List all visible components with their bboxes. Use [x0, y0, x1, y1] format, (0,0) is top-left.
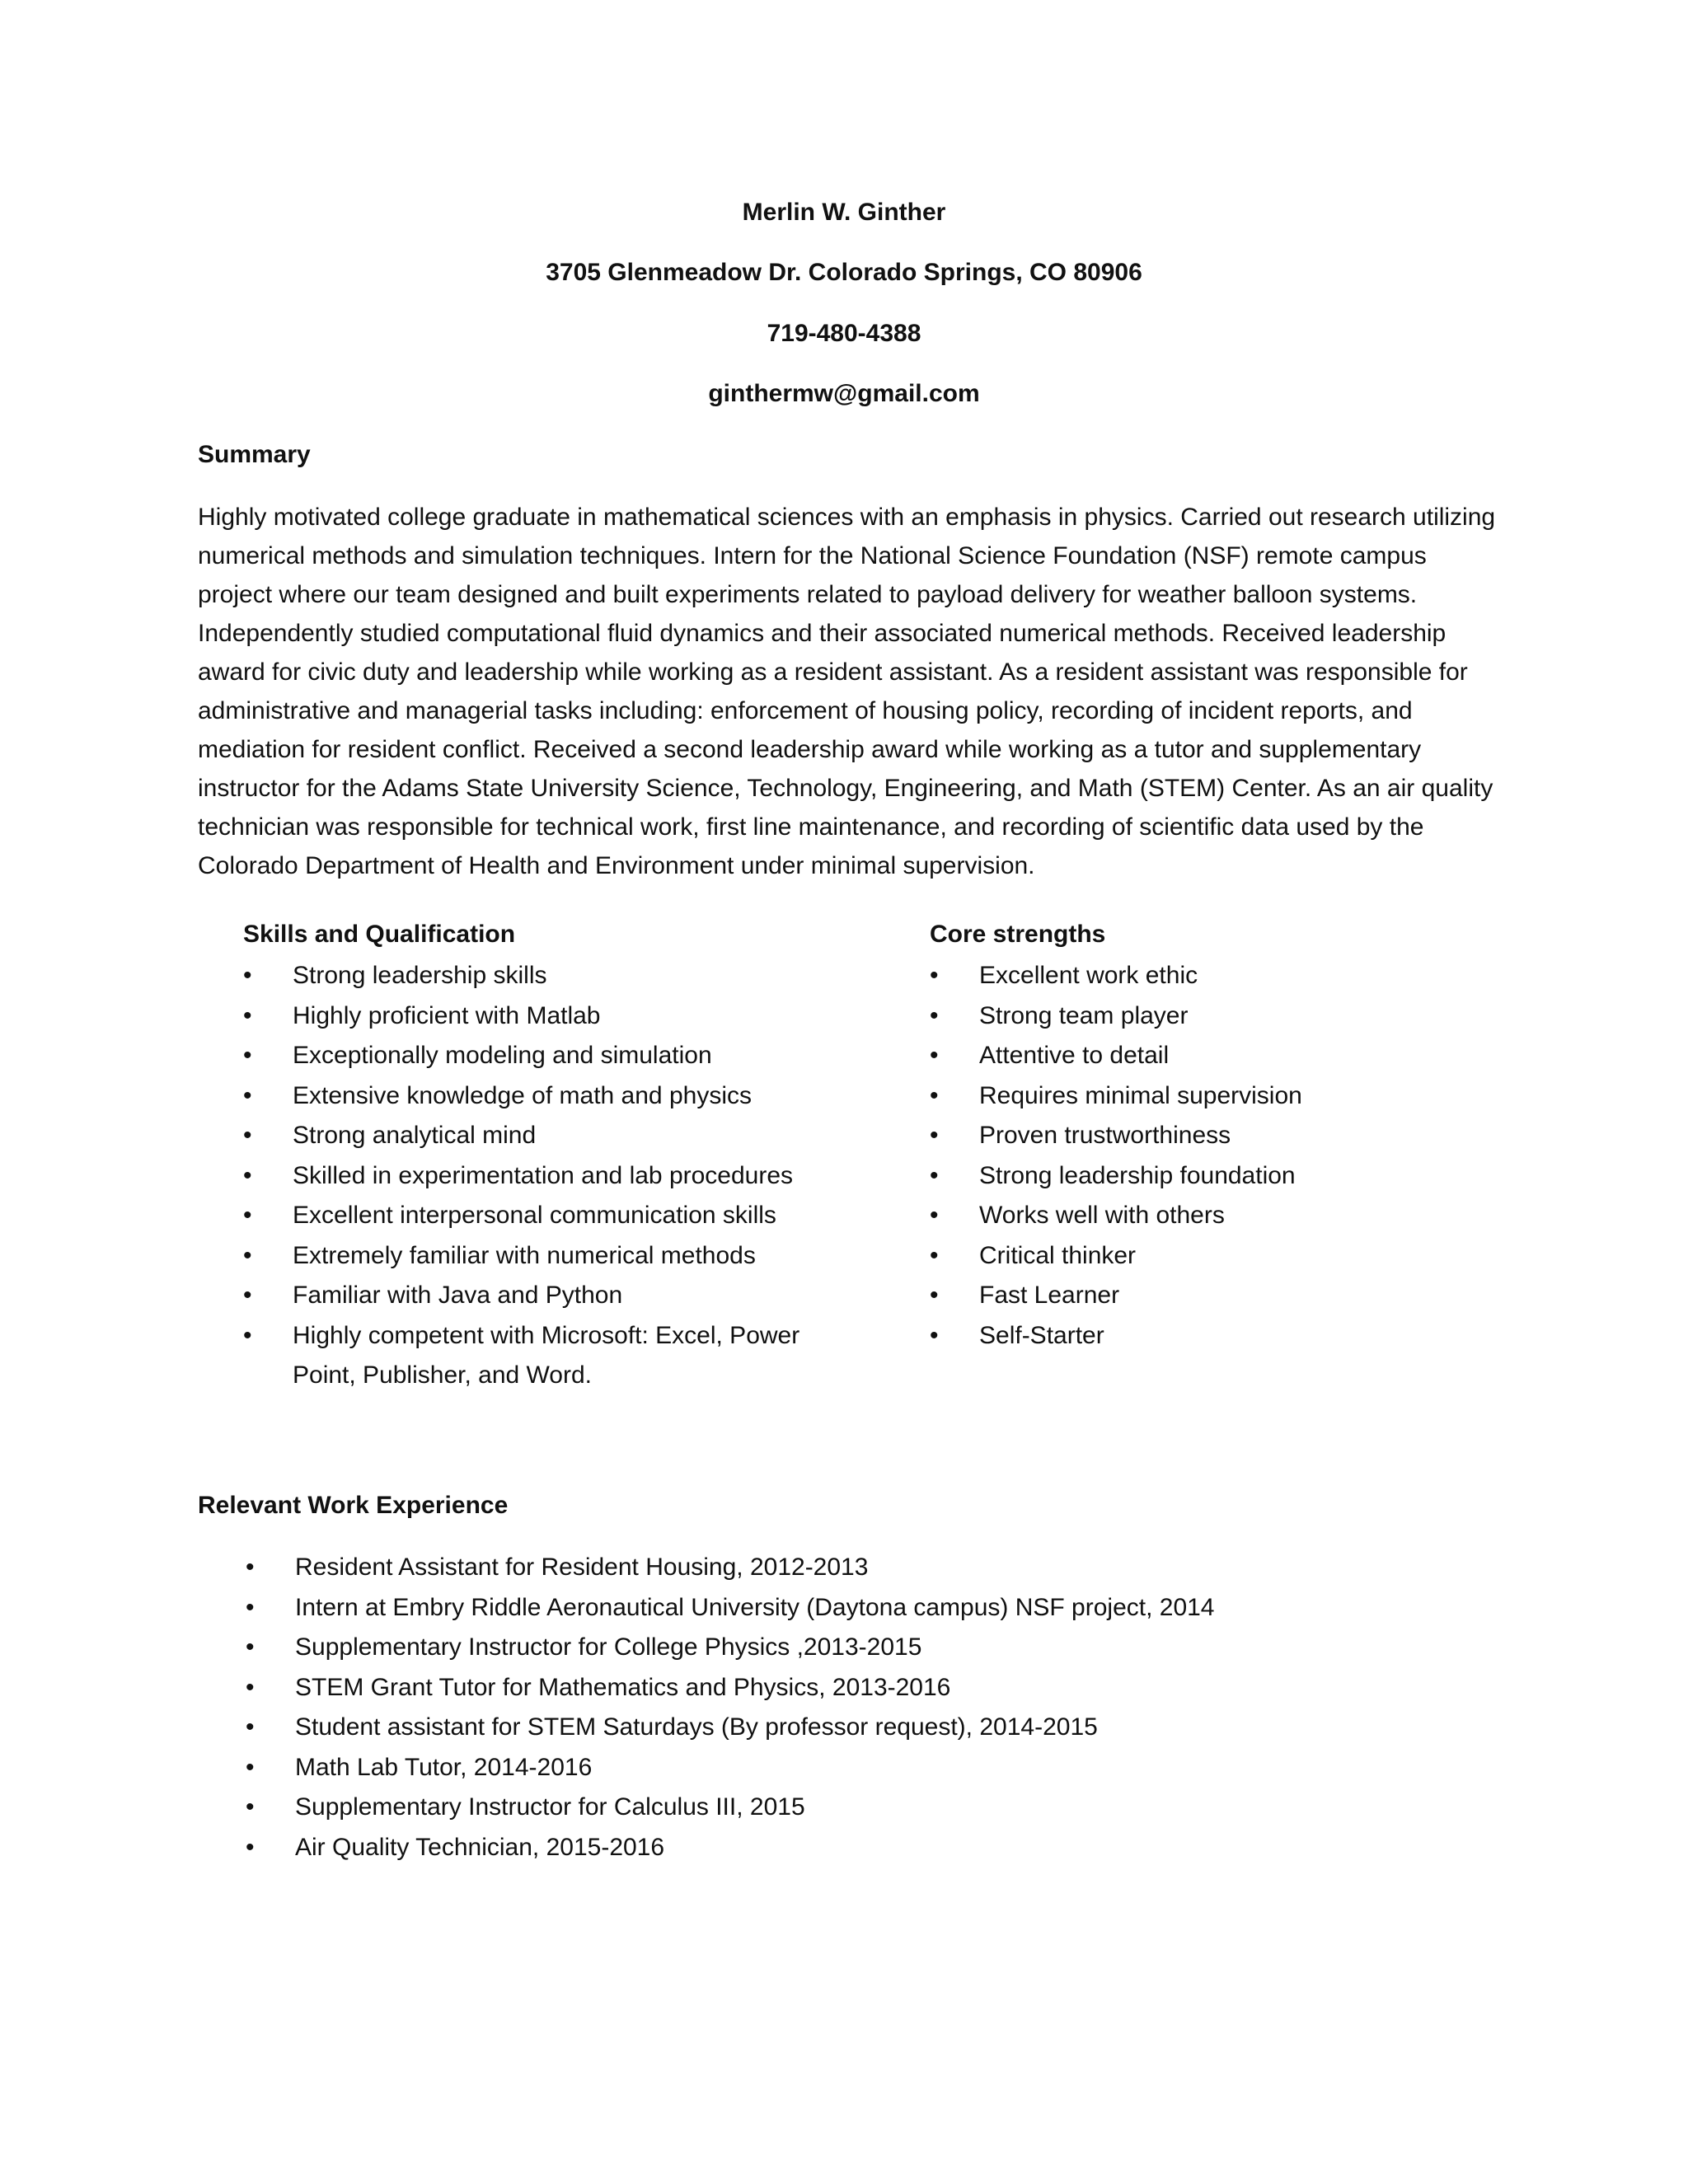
experience-list-item: • Student assistant for STEM Saturdays (By professor request), 2014-2015 — [246, 1708, 1564, 1748]
phone-number: 719-480-4388 — [767, 320, 921, 347]
experience-list-item: • STEM Grant Tutor for Mathematics and Physics, 2013-2016 — [246, 1668, 1564, 1708]
experience-list-item: • Supplementary Instructor for Calculus III, 2015 — [246, 1788, 1564, 1828]
skills-list-item: • Strong leadership skills — [243, 956, 870, 996]
experience-heading: Relevant Work Experience — [198, 1492, 509, 1519]
skills-list-item: • Extensive knowledge of math and physics — [243, 1076, 870, 1117]
strengths-list-item: • Excellent work ethic — [930, 956, 1507, 996]
experience-list — [246, 1548, 1564, 1868]
email-address: ginthermw@gmail.com — [708, 380, 980, 407]
strengths-list-item: • Self-Starter — [930, 1316, 1507, 1357]
skills-list-item: • Exceptionally modeling and simulation — [243, 1036, 870, 1076]
strengths-heading: Core strengths — [930, 921, 1106, 948]
skills-list-item: • Familiar with Java and Python — [243, 1276, 870, 1316]
skills-list-item: • Strong analytical mind — [243, 1116, 870, 1156]
skills-list-item: • Skilled in experimentation and lab procedures — [243, 1156, 870, 1197]
skills-list-item: • Highly proficient with Matlab — [243, 996, 870, 1037]
experience-list-item: • Intern at Embry Riddle Aeronautical University (Daytona campus) NSF project, 2014 — [246, 1588, 1564, 1629]
candidate-name: Merlin W. Ginther — [742, 199, 946, 226]
strengths-list-item: • Requires minimal supervision — [930, 1076, 1507, 1117]
skills-list — [243, 956, 870, 1396]
strengths-list-item: • Attentive to detail — [930, 1036, 1507, 1076]
strengths-list-item: • Strong team player — [930, 996, 1507, 1037]
strengths-list-item: • Proven trustworthiness — [930, 1116, 1507, 1156]
skills-list-item: • Highly competent with Microsoft: Excel, Power Point, Publisher, and Word. — [243, 1316, 870, 1396]
experience-list-item: • Air Quality Technician, 2015-2016 — [246, 1828, 1564, 1868]
skills-list-item: • Extremely familiar with numerical methods — [243, 1236, 870, 1277]
strengths-list-item: • Works well with others — [930, 1196, 1507, 1236]
experience-list-item: • Supplementary Instructor for College Physics ,2013-2015 — [246, 1628, 1564, 1668]
summary-text: Highly motivated college graduate in mathematical sciences with an emphasis in physics. Carried out research utilizing numerical methods and simulation techniques. Intern for the National Science Foundation (NSF) remote campus project where our team designed and built experiments related to payload delivery for weather balloon systems. Independently studied computational fluid dynamics and their associated numerical methods. Received leadership award for civic duty and leadership while working as a resident assistant. As a resident assistant was responsible for administrative and managerial tasks including: enforcement of housing policy, recording of incident reports, and mediation for resident conflict. Received a second leadership award while working as a tutor and supplementary instructor for the Adams State University Science, Technology, Engineering, and Math (STEM) Center. As an air quality technician was responsible for technical work, first line maintenance, and recording of scientific data used by the Colorado Department of Health and Environment under minimal supervision. — [198, 504, 1496, 879]
experience-list-item: • Math Lab Tutor, 2014-2016 — [246, 1748, 1564, 1788]
address: 3705 Glenmeadow Dr. Colorado Springs, CO 80906 — [546, 259, 1142, 286]
strengths-list-item: • Strong leadership foundation — [930, 1156, 1507, 1197]
strengths-list-item: • Critical thinker — [930, 1236, 1507, 1277]
experience-list-item: • Resident Assistant for Resident Housing, 2012-2013 — [246, 1548, 1564, 1588]
strengths-list — [930, 956, 1507, 1356]
skills-heading: Skills and Qualification — [243, 921, 516, 948]
skills-list-item: • Excellent interpersonal communication skills — [243, 1196, 870, 1236]
summary-heading: Summary — [198, 441, 311, 468]
strengths-list-item: • Fast Learner — [930, 1276, 1507, 1316]
